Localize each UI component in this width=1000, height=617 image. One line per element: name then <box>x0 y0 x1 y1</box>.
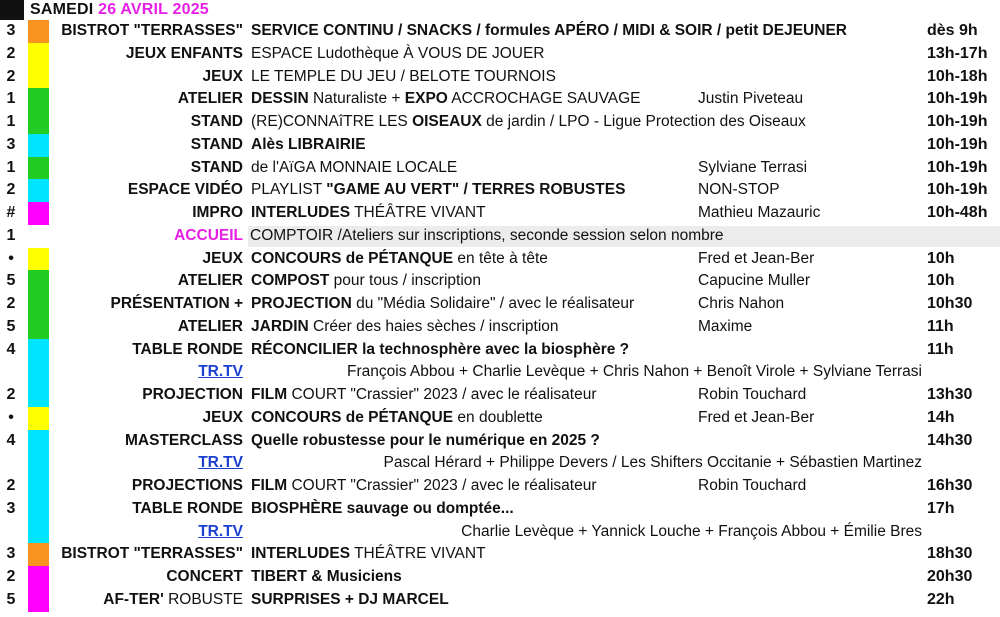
schedule-row <box>0 498 1000 521</box>
schedule-row <box>0 66 1000 89</box>
row-category <box>128 179 243 202</box>
row-description <box>251 88 641 111</box>
description-text: ESPACE Ludothèque À VOUS DE JOUER <box>251 44 545 62</box>
row-person: Justin Piveteau <box>698 90 804 108</box>
row-description <box>251 134 366 157</box>
row-time: 14h <box>927 408 955 426</box>
row-category <box>111 293 243 316</box>
description-text: Créer des haies sèches / inscription <box>308 317 559 335</box>
description-bold: CONCOURS de PÉTANQUE <box>251 408 454 426</box>
row-description <box>251 498 514 521</box>
schedule-row <box>0 20 1000 43</box>
row-number: • <box>8 249 14 267</box>
row-number: 2 <box>6 477 16 494</box>
row-time: dès 9h <box>927 22 978 39</box>
description-bold: Quelle robustesse pour le numérique en 2025 ? <box>251 431 600 449</box>
row-time: 13h-17h <box>927 44 988 62</box>
row-time: 10h-19h <box>927 181 988 199</box>
row-description <box>251 316 559 339</box>
description-text: de l'AïGA MONNAIE LOCALE <box>251 158 458 176</box>
row-time: 10h <box>927 272 955 290</box>
description-bold: OISEAUX <box>412 113 482 130</box>
row-time: 10h-19h <box>927 158 988 176</box>
color-swatch <box>28 111 49 134</box>
row-number: 1 <box>6 158 16 176</box>
row-category <box>174 225 243 248</box>
schedule-rows <box>0 20 1000 612</box>
row-time: 10h-18h <box>927 67 988 85</box>
description-text: LE TEMPLE DU JEU / BELOTE TOURNOIS <box>251 67 556 85</box>
category-label: ATELIER <box>177 272 243 290</box>
row-person: Sylviane Terrasi <box>698 158 808 176</box>
schedule-row <box>0 339 1000 362</box>
color-swatch <box>28 452 49 475</box>
row-number: 3 <box>6 135 16 153</box>
row-number: • <box>8 408 14 426</box>
header-day: SAMEDI <box>30 1 94 18</box>
row-person: Fred et Jean-Ber <box>698 249 815 267</box>
description-bold: FILM <box>251 386 288 403</box>
row-description <box>251 66 556 89</box>
row-person: Capucine Muller <box>698 272 810 290</box>
row-description <box>251 384 597 407</box>
color-swatch <box>28 339 49 362</box>
row-person: Mathieu Mazauric <box>698 204 821 221</box>
description-text: ACCROCHAGE SAUVAGE <box>447 90 641 108</box>
row-description <box>251 475 597 498</box>
description-text: PLAYLIST <box>251 181 327 199</box>
color-swatch <box>28 475 49 498</box>
row-number: 4 <box>6 431 16 449</box>
row-number: 2 <box>6 44 16 62</box>
row-category <box>191 134 243 157</box>
row-category <box>142 384 243 407</box>
row-description <box>251 111 806 134</box>
row-category <box>61 20 243 43</box>
description-text: COMPTOIR /Ateliers sur inscriptions, seconde session selon nombre <box>250 226 724 244</box>
header-black-block <box>0 0 24 20</box>
schedule-row <box>0 430 1000 453</box>
row-time: 10h-19h <box>927 90 988 108</box>
category-label: JEUX <box>202 408 243 426</box>
color-swatch <box>28 498 49 521</box>
row-category <box>166 566 243 589</box>
schedule-row <box>0 316 1000 339</box>
description-bold: RÉCONCILIER la technosphère avec la biosphère ? <box>251 340 630 358</box>
row-category <box>132 498 243 521</box>
row-category <box>178 88 243 111</box>
schedule-row <box>0 134 1000 157</box>
row-time: 22h <box>927 590 955 608</box>
row-time: 10h-19h <box>927 135 988 153</box>
description-bold: "GAME AU VERT" / TERRES ROBUSTES <box>326 181 626 199</box>
schedule-row <box>0 179 1000 202</box>
color-swatch <box>28 430 49 453</box>
color-swatch <box>28 407 49 430</box>
row-number: 1 <box>6 90 16 108</box>
description-bold: SERVICE CONTINU / SNACKS / formules APÉRO / MIDI & SOIR / petit DEJEUNER <box>251 22 847 39</box>
category-label: BISTROT "TERRASSES" <box>61 545 243 563</box>
schedule-row <box>0 589 1000 612</box>
row-description <box>250 225 724 248</box>
row-description <box>251 566 402 589</box>
row-description <box>251 270 481 293</box>
row-time: 14h30 <box>927 431 973 449</box>
description-bold: PROJECTION <box>251 295 352 312</box>
color-swatch <box>28 66 49 89</box>
row-time: 11h <box>927 340 954 358</box>
row-category <box>178 316 243 339</box>
category-label-tail: ROBUSTE <box>163 590 243 608</box>
schedule-row <box>0 566 1000 589</box>
color-swatch <box>28 293 49 316</box>
category-label: STAND <box>190 135 243 153</box>
row-category <box>203 66 244 89</box>
category-label: PRÉSENTATION + <box>110 295 243 312</box>
row-number: 3 <box>6 22 16 39</box>
description-text: THÉÂTRE VIVANT <box>350 545 486 563</box>
row-number: 5 <box>6 590 16 608</box>
category-label: ACCUEIL <box>174 226 243 244</box>
trtv-link[interactable] <box>198 361 243 384</box>
row-time: 13h30 <box>927 386 973 403</box>
color-swatch <box>28 20 49 43</box>
description-text: COURT "Crassier" 2023 / avec le réalisateur <box>287 386 597 403</box>
row-number: 4 <box>6 340 16 358</box>
row-description <box>251 339 629 362</box>
row-description <box>251 430 600 453</box>
schedule-row <box>0 361 1000 384</box>
row-description <box>251 407 543 430</box>
schedule-title <box>30 1 209 19</box>
description-bold: EXPO <box>404 90 448 108</box>
category-label: JEUX ENFANTS <box>125 44 243 62</box>
row-category <box>192 202 243 225</box>
schedule-row <box>0 270 1000 293</box>
description-bold: JARDIN <box>251 317 309 335</box>
color-swatch <box>28 270 49 293</box>
description-text: du "Média Solidaire" / avec le réalisateur <box>351 295 635 312</box>
color-swatch <box>28 566 49 589</box>
category-label: ESPACE VIDÉO <box>127 181 243 199</box>
row-category <box>191 111 243 134</box>
schedule-row <box>0 452 1000 475</box>
row-category <box>191 157 243 180</box>
description-bold: INTERLUDES <box>251 204 351 221</box>
row-number: 3 <box>6 545 16 563</box>
row-person: Fred et Jean-Ber <box>698 408 815 426</box>
row-person: Chris Nahon <box>698 295 785 312</box>
category-label: TABLE RONDE <box>132 499 243 517</box>
row-category <box>203 248 244 271</box>
schedule-row <box>0 225 1000 248</box>
row-number: 2 <box>6 568 16 585</box>
category-label: MASTERCLASS <box>125 431 243 449</box>
row-number: 2 <box>6 181 16 199</box>
header-date: 26 AVRIL 2025 <box>98 1 209 18</box>
row-time: 20h30 <box>927 568 973 585</box>
schedule-row <box>0 157 1000 180</box>
category-label: TABLE RONDE <box>132 340 243 358</box>
row-time: 10h-19h <box>927 113 988 130</box>
row-number: # <box>6 204 16 221</box>
category-label: JEUX <box>202 249 243 267</box>
category-label: BISTROT "TERRASSES" <box>61 22 243 39</box>
schedule-row <box>0 248 1000 271</box>
row-number: 3 <box>6 499 16 517</box>
trtv-link[interactable] <box>198 521 243 544</box>
category-label: ATELIER <box>177 317 243 335</box>
row-time: 10h <box>927 249 955 267</box>
color-swatch <box>28 157 49 180</box>
row-number: 1 <box>6 113 16 130</box>
row-description <box>251 248 548 271</box>
schedule-row <box>0 88 1000 111</box>
row-description <box>251 293 634 316</box>
row-description <box>251 157 457 180</box>
row-number: 5 <box>6 272 16 290</box>
row-number: 2 <box>6 67 16 85</box>
category-label: PROJECTIONS <box>131 477 243 494</box>
description-text: en tête à tête <box>453 249 548 267</box>
row-time: 10h-48h <box>927 204 988 221</box>
category-label: JEUX <box>202 67 243 85</box>
category-label: IMPRO <box>192 204 243 221</box>
category-label: TR.TV <box>198 363 243 381</box>
color-swatch <box>28 43 49 66</box>
color-swatch <box>28 521 49 544</box>
row-category <box>178 270 243 293</box>
row-category <box>125 430 243 453</box>
schedule-row <box>0 475 1000 498</box>
guest-list: Charlie Levèque + Yannick Louche + François Abbou + Émilie Bres <box>461 522 922 540</box>
color-swatch <box>28 88 49 111</box>
color-swatch <box>28 202 49 225</box>
row-category <box>132 339 243 362</box>
row-person: Robin Touchard <box>698 386 807 403</box>
schedule-row <box>0 43 1000 66</box>
guest-list: François Abbou + Charlie Levèque + Chris Nahon + Benoît Virole + Sylviane Terrasi <box>347 363 922 381</box>
row-number: 2 <box>6 386 16 403</box>
description-bold: COMPOST <box>251 272 330 290</box>
description-text: de jardin / LPO - Ligue Protection des Oiseaux <box>481 113 806 130</box>
row-category <box>203 407 244 430</box>
color-swatch <box>28 316 49 339</box>
category-label: TR.TV <box>198 522 243 540</box>
description-bold: SURPRISES + DJ MARCEL <box>251 590 449 608</box>
description-bold: FILM <box>251 477 288 494</box>
row-description <box>251 589 449 612</box>
row-time: 16h30 <box>927 477 973 494</box>
schedule-row <box>0 202 1000 225</box>
row-time: 17h <box>927 499 955 517</box>
schedule-row <box>0 543 1000 566</box>
row-description <box>251 43 545 66</box>
row-time: 11h <box>927 317 954 335</box>
category-label: STAND <box>190 113 243 130</box>
row-number: 1 <box>6 226 16 244</box>
row-category <box>126 43 243 66</box>
description-text: pour tous / inscription <box>329 272 482 290</box>
row-number: 5 <box>6 317 16 335</box>
category-label: CONCERT <box>166 568 243 585</box>
row-person: Robin Touchard <box>698 477 807 494</box>
row-time: 18h30 <box>927 545 973 563</box>
description-bold: CONCOURS de PÉTANQUE <box>251 249 454 267</box>
row-person: Maxime <box>698 317 753 335</box>
color-swatch <box>28 134 49 157</box>
description-text: Naturaliste + <box>308 90 405 108</box>
category-label: TR.TV <box>198 454 243 472</box>
row-category <box>132 475 243 498</box>
row-category <box>103 589 243 612</box>
schedule-row <box>0 111 1000 134</box>
description-bold: INTERLUDES <box>251 545 351 563</box>
color-swatch <box>28 179 49 202</box>
color-swatch <box>28 589 49 612</box>
row-description <box>251 179 625 202</box>
schedule-row <box>0 521 1000 544</box>
trtv-link[interactable] <box>198 452 243 475</box>
row-number: 2 <box>6 295 16 312</box>
row-person: NON-STOP <box>698 181 780 199</box>
description-bold: DESSIN <box>251 90 309 108</box>
description-bold: BIOSPHÈRE sauvage ou domptée... <box>251 499 514 517</box>
category-label: AF-TER' <box>103 590 164 608</box>
color-swatch <box>28 248 49 271</box>
description-text: en doublette <box>453 408 543 426</box>
description-text: THÉÂTRE VIVANT <box>350 204 486 221</box>
guest-list: Pascal Hérard + Philippe Devers / Les Shifters Occitanie + Sébastien Martinez <box>383 454 922 472</box>
row-description <box>251 202 486 225</box>
row-description <box>251 20 847 43</box>
description-text: COURT "Crassier" 2023 / avec le réalisateur <box>287 477 597 494</box>
description-bold: TIBERT & Musiciens <box>251 568 402 585</box>
category-label: PROJECTION <box>142 386 243 403</box>
category-label: ATELIER <box>177 90 243 108</box>
schedule-row <box>0 293 1000 316</box>
row-description <box>251 543 486 566</box>
color-swatch <box>28 543 49 566</box>
schedule-row <box>0 384 1000 407</box>
color-swatch <box>28 384 49 407</box>
color-swatch <box>28 361 49 384</box>
description-bold: Alès LIBRAIRIE <box>251 135 366 153</box>
schedule-row <box>0 407 1000 430</box>
row-time: 10h30 <box>927 295 973 312</box>
description-text: (RE)CONNAîTRE LES <box>251 113 413 130</box>
row-category <box>61 543 243 566</box>
category-label: STAND <box>190 158 243 176</box>
schedule-header <box>0 0 1000 20</box>
